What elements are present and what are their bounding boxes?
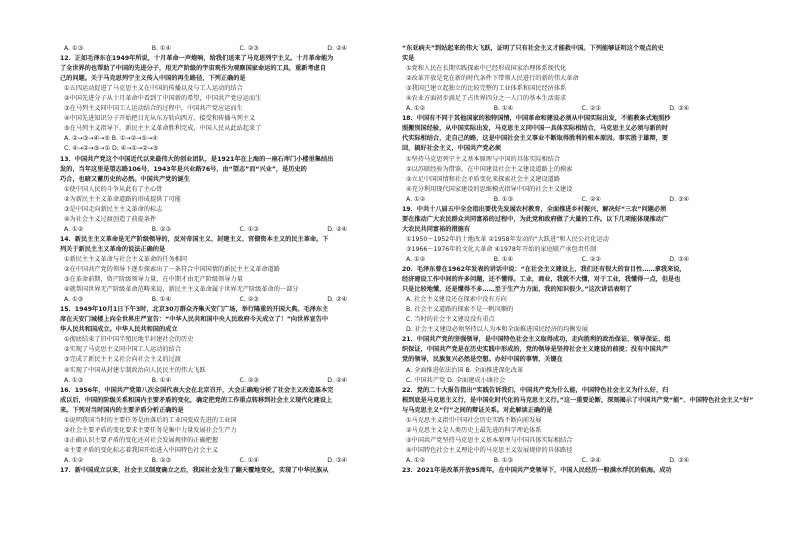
statement-line: ⑤在马列主义指导下，新民主主义革命胜利完成，中国人民从此站起来了 — [64, 125, 262, 133]
statement-line: B. 社会主义道路的探索不是一帆风顺的 — [406, 306, 514, 314]
answer-options — [60, 376, 415, 386]
answer-option: B. ①④ — [151, 296, 172, 304]
question-text: 要在推动广大农民群众共同富裕的过程中，为此党和政府做了大量的工作。以下几项能体现推动广 — [402, 215, 669, 223]
question-text: 实是 — [402, 55, 415, 63]
statement-line: ①说明我国当时的主要任务是由落后的工业国变成先进的工业国 — [64, 416, 237, 424]
statement-line: C. 当时的社会主义建设没有重点 — [406, 316, 495, 324]
question-text: 12．正如毛泽东在1949年所说，十月革命一声炮响，给我们送来了马克思列宁主义。十月革命能为 — [60, 55, 334, 63]
answer-option: A. ①② — [406, 195, 426, 203]
statement-line: ①坚持马克思列宁主义基本原理与中国的具体实际相结合 — [406, 155, 561, 163]
answer-option: C. ②③ — [581, 105, 601, 113]
answer-option: D. ③④ — [669, 456, 690, 464]
statement-line: ④实现了中国从封建专制政治向人民民主的伟大飞跃 — [64, 366, 206, 374]
question-text: 19．中共十八届五中全会指出要优先发展农村教育，全面推进乡村振兴，解决好“三农”问题必须 — [402, 205, 667, 213]
statement-line: D. 社会主义建设必须坚持以人为本和全面推进国民经济的均衡发展 — [406, 326, 588, 334]
question-text: 20．毛泽东曾在1962年发表的讲话中说：“在社会主义建设上，我们还有很大的盲目性……拿我来说， — [402, 266, 686, 274]
question-text: 代实际相结合，走自己的路，这是中国社会主义事业不断取得胜利的根本原因。事实胜于雄辩，要 — [402, 135, 669, 143]
question-text: 党的领导，民族复兴必然是空想。办好中国的事情，关键在 — [402, 356, 563, 364]
answer-option: C. ②③ — [581, 255, 601, 263]
answer-option: C. ①④ — [239, 456, 259, 464]
statement-line: ③在马列主义同中国工人运动结合的过程中，中国共产党应运而生 — [64, 105, 243, 113]
statement-line: ②社会主要矛盾的变化要求主要任务是集中力量发展社会生产力 — [64, 426, 237, 434]
question-text: 大农民共同富裕的措施有 — [402, 225, 471, 233]
answer-option: B. ①④ — [493, 105, 514, 113]
question-text: 回，搞好社会主义，中国共产党必须 — [402, 145, 501, 153]
question-text: 来。下列对当时国内的主要矛盾分析正确的是 — [60, 406, 184, 414]
answer-option: D. ②④ — [327, 376, 348, 384]
question-text: 22．党的二十大报告指出“实践告诉我们，中国共产党为什么能，中国特色社会主义为什么好，归 — [402, 386, 669, 394]
statement-line: C. ④→②→⑤→① D. ④→①→②→⑤ — [64, 145, 159, 153]
question-text: 发的，当年这里是望志路106号，1943年是兴业路76号，由“望志”而“兴业”，是历史的 — [60, 165, 307, 173]
statement-line: ③完成了新民主主义社会向社会主义的过渡 — [64, 356, 181, 364]
answer-option: D. ②④ — [327, 225, 348, 233]
question-text: 与马克思主义“行”之间的辩证关系。对此解读正确的是 — [402, 406, 553, 414]
statement-line: ①使中国人民的斗争从此有了主心骨 — [64, 185, 163, 193]
statement-line: ③是中国走向新民主主义革命的标志 — [64, 205, 163, 213]
answer-options — [402, 195, 757, 205]
question-text: 经济建设工作中间的许多问题，还不懂得。工业，商业，我就不大懂，对于工业，我懂得一点，但是也 — [402, 276, 681, 284]
answer-options — [402, 255, 757, 265]
statement-line: ①彻底结束了旧中国半殖民地半封建社会的历史 — [64, 336, 194, 344]
answer-option: A. ①② — [406, 105, 426, 113]
question-text: 23．2021年是改革开放95周年。在中国共产党领导下，中国人民经历一般满水浮沉的航海。成功 — [402, 466, 672, 474]
statement-line: ①1950～1952年的土地改革 ②1958年发动的“大跃进”和人民公社化运动 — [406, 235, 609, 243]
answer-option: D. ③④ — [669, 105, 690, 113]
answer-option: B. ①③ — [493, 195, 514, 203]
question-text: 16．1956年，中国共产党第八次全国代表大会在北京召开，大会正确地分析了社会主义改造基本完 — [60, 386, 334, 394]
statement-line: C. 中国共产党 D. 全面建成小康社会 — [406, 376, 506, 384]
statement-line: ①五四运动促进了马克思主义在中国的传播以及与工人运动的结合 — [64, 85, 243, 93]
answer-option: A. ①③ — [64, 376, 84, 384]
answer-options — [402, 104, 757, 114]
statement-line: ①新民主主义革命与社会主义革命的任务相同 — [64, 255, 188, 263]
question-text: 己的问题。关于马克思列宁主义传入中国的再生路径，下列正确的是 — [60, 75, 246, 83]
statement-line: ①马克思主义指引中国社会历史实践不断向前发展 — [406, 416, 542, 424]
answer-options — [60, 295, 415, 305]
question-text: 13．中国共产党这个中国近代以来最伟大的创业团队，是1921年在上海的一座石库门小楼里集结出 — [60, 155, 334, 163]
statement-line: ④就帮国世界无产阶级革命范畴来说，新民主主义革命属于世界无产阶级革命的一部分 — [64, 286, 299, 294]
question-text: 巧合，也暗又蓄历史的必然。中国共产党的诞生 — [60, 175, 190, 183]
statement-line: A. 全面推进依法治国 B. 全面推进深化改革 — [406, 366, 524, 374]
answer-option: D. ③④ — [327, 456, 348, 464]
question-text: 列关于新民主主义革命的说法正确的是 — [60, 245, 166, 253]
statement-line: ③在革命前期，资产阶级领导力量，在中期才由无产阶级领导力量 — [64, 276, 243, 284]
statement-line: ①党和人民在长期实践探索中已经形成国家治理体系现代化 — [406, 65, 567, 73]
question-text: 18．中国有不同于其他国家的独特国情，中国革命和建设必须从中国实际出发，不能教条式地照抄 — [402, 115, 671, 123]
statement-line: ②改革开放是党在新的时代条件下带领人民进行的新的伟大革命 — [406, 75, 579, 83]
question-text: 只是比较地懂，还是懂得不多……至于生产力方面，我的知识很少。”这次讲话表明了 — [402, 286, 632, 294]
answer-options — [60, 225, 415, 235]
statement-line: ②以苏联经验为借鉴，在中国建设社会主义建设道路上的摸索 — [406, 165, 573, 173]
statement-line: ③中国共产党坚持马克思主义基本原理与中国具体实际相结合 — [406, 436, 573, 444]
statement-line: ④主要矛盾的变化标志着我国开始进入中国特色社会主义 — [64, 446, 219, 454]
statement-line: ②在中国共产党的领导下逐步探索出了一条符合中国国情的新民主主义革命道路 — [64, 266, 280, 274]
answer-options — [60, 44, 415, 54]
question-text: 席在天安门城楼上向全世界庄严宣告：“中华人民共和国中央人民政府今天成立了！”向世界宣告中 — [60, 316, 329, 324]
answer-option: B. ②③ — [151, 225, 172, 233]
statement-line: ④农业方面初步满足了占世界四分之一人口的基本生活需求 — [406, 95, 567, 103]
answer-option: B. ①④ — [493, 255, 514, 263]
question-text: 华人民共和国成立。中华人民共和国的成立 — [60, 326, 178, 334]
question-text: 织保证，中国共产党是在历史实践中形成的，党的领导是坚持社会主义建设的前提；没有中国共产 — [402, 346, 669, 354]
statement-line: ③1966～1976年的文化大革命 ④1978年开始的家庭联产承包责任制 — [406, 245, 597, 253]
question-text: 照搬别国经验，从中国实际出发，马克思主义同中国一具体实际相结合，马克思主义必须与新的时 — [402, 125, 669, 133]
answer-option: A. ①③ — [64, 45, 84, 52]
question-text: 15．1949年10月1日下午3时，北京30万群众齐集天安门广场，举行隆重的开国大典。毛泽东主 — [60, 306, 329, 314]
answer-option: C. ①③ — [239, 225, 259, 233]
answer-option: A. ①③ — [64, 296, 84, 304]
answer-option: C. ②③ — [239, 45, 259, 52]
answer-option: D. ③④ — [669, 195, 690, 203]
answer-option: B. ②③ — [151, 456, 172, 464]
statement-line: A. 社会主义建设还在探索中没有方向 — [406, 296, 507, 304]
answer-option: C. ②④ — [581, 195, 601, 203]
answer-option: A. ①② — [406, 255, 426, 263]
question-text: 21．中国共产党的坚强领导，是中国特色社会主义取得成功，走向胜利的政治保证、领导保证、组 — [402, 336, 671, 344]
statement-line: ④中国特色社会主义理论中的马克思主义发展规律的具体路径 — [406, 446, 573, 454]
question-text: 成以后，中国的阶级关系和国内主要矛盾的变化，确定把党的工作重点转移到社会主义现代化建设上 — [60, 396, 333, 404]
statement-line: ④为社会主义过渡创造了前提条件 — [64, 215, 157, 223]
statement-line: ②马克思主义是人类历史上最先进的科学理论体系 — [406, 426, 542, 434]
answer-option: C. ②③ — [239, 376, 259, 384]
answer-option: B. ①④ — [151, 45, 172, 52]
answer-option: B. ①④ — [151, 376, 172, 384]
statement-line: ④充分利用现代国家建设的思维模式指导中国的社会主义建设 — [406, 185, 573, 193]
answer-option: A. ①② — [406, 456, 426, 464]
answer-option: D. ③④ — [669, 255, 690, 263]
question-text: 了全世界的也帮助了中国的先进分子，用无产阶级的宇宙观作为观察国家命运的工具，重新考虑自 — [60, 65, 327, 73]
question-text: 14．新民主主义革命是无产阶级领导的，反对帝国主义、封建主义、官僚资本主义的民主革命。下 — [60, 235, 329, 243]
answer-options — [402, 456, 757, 466]
right-column — [402, 44, 757, 476]
question-text: “东亚病夫”到站起来的伟大飞跃，证明了只有社会主义才能救中国。下列能够证明这个观点的史 — [402, 45, 664, 52]
statement-line: ③立足中国国情和社会矛盾变化来探索社会主义建设道路 — [406, 175, 561, 183]
answer-option: D. ②④ — [327, 296, 348, 304]
statement-line: ③我国已建立起独立的比较完整的工业体系和国民经济体系 — [406, 85, 567, 93]
answer-option: D. ②④ — [327, 45, 348, 52]
statement-line: A. ②→③→④→⑤ B. ①→②→⑤→④ — [64, 135, 158, 143]
statement-line: ②实现了马克思主义同中国工人运动的结合 — [64, 346, 181, 354]
statement-line: ②中国先进分子从十月革命中看到了中国新的希望，中国共产党应运而生 — [64, 95, 262, 103]
question-text: 根到底是马克思主义行，是中国化时代化的马克思主义行。”这一重要论断，深刻揭示了中国共产党“能”、中国特色社会主义“好” — [402, 396, 754, 404]
left-column — [60, 44, 415, 476]
question-text: 17．新中国成立以来，社会主义制度确立之后，我国社会发生了翻天覆地变化，实现了中华民族从 — [60, 466, 329, 474]
answer-option: A. ①② — [64, 225, 84, 233]
answer-option: C. ②③ — [239, 296, 259, 304]
answer-option: C. ②④ — [581, 456, 601, 464]
answer-option: B. ①③ — [493, 456, 514, 464]
answer-option: A. ①② — [64, 456, 84, 464]
answer-options — [60, 456, 415, 466]
statement-line: ④中国先进知识分子开始把目光从东方转向西方，接受和传播马列主义 — [64, 115, 256, 123]
statement-line: ③正确认识主要矛盾的变化还对社会发展规律的正确把握 — [64, 436, 219, 444]
statement-line: ②为新民主主义革命道路的形成提供了可能 — [64, 195, 181, 203]
